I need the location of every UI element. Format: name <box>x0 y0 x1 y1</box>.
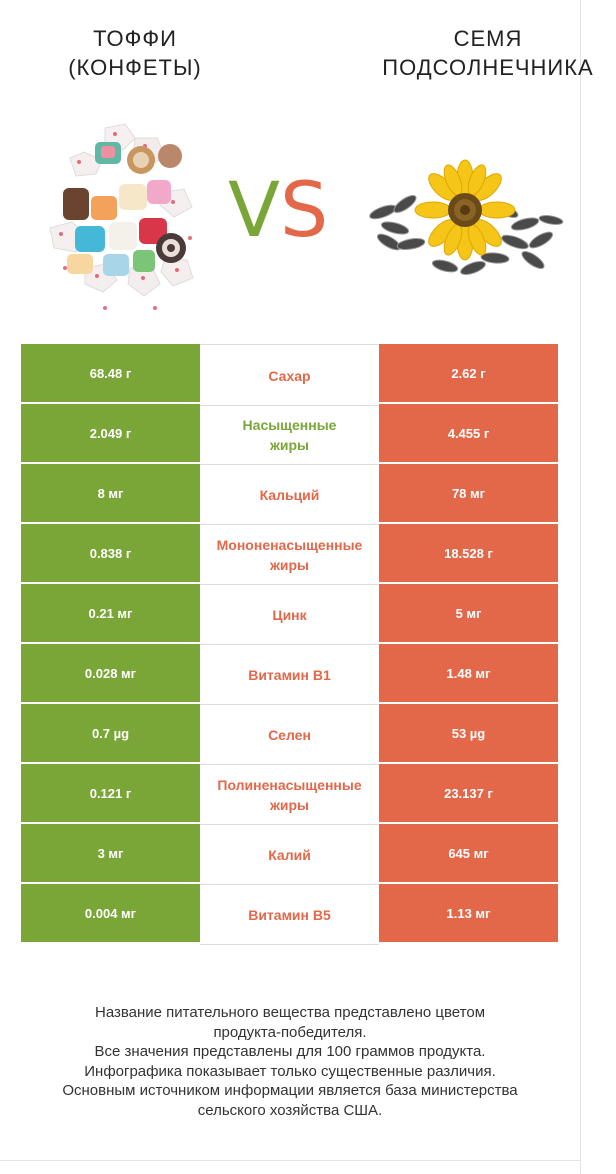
frame-border-right <box>580 0 581 1174</box>
right-value: 53 µg <box>379 704 558 762</box>
nutrient-name: Мононенасыщенные жиры <box>200 524 379 585</box>
table-row <box>21 704 558 764</box>
nutrient-name: Цинк <box>200 584 379 645</box>
left-value: 0.838 г <box>21 524 200 582</box>
nutrient-name: Селен <box>200 704 379 765</box>
right-value: 23.137 г <box>379 764 558 822</box>
sunflower-seeds-icon <box>368 160 563 277</box>
comparison-table <box>21 344 558 944</box>
table-row <box>21 464 558 524</box>
left-value: 0.028 мг <box>21 644 200 702</box>
taffy-candies-image <box>45 118 205 323</box>
left-value: 3 мг <box>21 824 200 882</box>
right-product-title: СЕМЯ ПОДСОЛНЕЧНИКА <box>382 26 594 80</box>
nutrient-name: Сахар <box>200 344 379 406</box>
nutrient-name: Кальций <box>200 464 379 525</box>
right-value: 18.528 г <box>379 524 558 582</box>
table-row <box>21 884 558 944</box>
table-row <box>21 404 558 464</box>
right-value: 5 мг <box>379 584 558 642</box>
table-row <box>21 824 558 884</box>
vs-letter-s: S <box>280 165 329 254</box>
right-value: 1.48 мг <box>379 644 558 702</box>
nutrient-name: Витамин B5 <box>200 884 379 945</box>
vs-letter-v: V <box>228 165 280 254</box>
table-row <box>21 524 558 584</box>
left-value: 68.48 г <box>21 344 200 402</box>
left-value: 0.7 µg <box>21 704 200 762</box>
right-value: 4.455 г <box>379 404 558 462</box>
left-value: 2.049 г <box>21 404 200 462</box>
vs-label <box>228 165 328 255</box>
nutrient-name: Полиненасыщенные жиры <box>200 764 379 825</box>
right-value: 2.62 г <box>379 344 558 402</box>
right-value: 645 мг <box>379 824 558 882</box>
table-row <box>21 584 558 644</box>
nutrient-name: Калий <box>200 824 379 885</box>
right-value: 78 мг <box>379 464 558 522</box>
nutrient-name: Насыщенные жиры <box>200 404 379 465</box>
left-product-title: ТОФФИ (КОНФЕТЫ) <box>68 26 202 80</box>
sunflower-seeds-image <box>365 150 565 290</box>
frame-border-bottom <box>0 1160 581 1161</box>
right-value: 1.13 мг <box>379 884 558 942</box>
left-value: 0.121 г <box>21 764 200 822</box>
table-row <box>21 764 558 824</box>
left-value: 0.004 мг <box>21 884 200 942</box>
left-value: 8 мг <box>21 464 200 522</box>
footer-note: Название питательного вещества представлено цветом продукта-победителя. Все значения представлены для 100 граммов продукта. Инфографика показывает только существенные различия. Основным источником информации является база министерства сельского хозяйства США. <box>62 1004 518 1119</box>
table-row <box>21 344 558 404</box>
nutrient-name: Витамин B1 <box>200 644 379 705</box>
taffy-candies-icon <box>50 124 193 310</box>
left-value: 0.21 мг <box>21 584 200 642</box>
table-row <box>21 644 558 704</box>
